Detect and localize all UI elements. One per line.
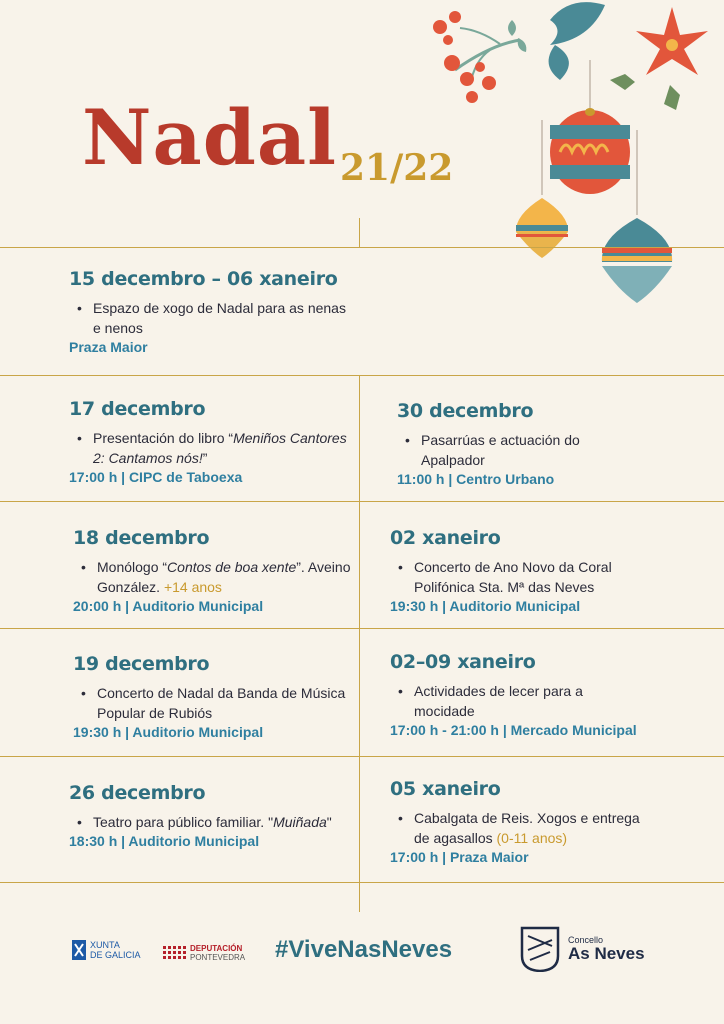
- deputacion-pontevedra-logo: DEPUTACIÓN PONTEVEDRA: [163, 944, 245, 962]
- divider-vertical: [359, 218, 360, 248]
- event-date: 02 xaneiro: [390, 527, 501, 549]
- berry-branch-icon: [433, 11, 526, 103]
- event-description: • Cabalgata de Reis. Xogos e entrega de agasallos (0-11 anos): [398, 808, 643, 848]
- event-card: [390, 527, 710, 614]
- hashtag: #ViveNasNeves: [275, 936, 453, 963]
- event-date: 02–09 xaneiro: [390, 651, 536, 673]
- divider: [0, 501, 724, 502]
- deputacion-emblem-icon: [163, 946, 187, 960]
- leaf-icon: [549, 2, 605, 80]
- event-description: • Actividades de lecer para a mocidade: [398, 681, 628, 721]
- event-card: [390, 778, 710, 865]
- event-info: 18:30 h | Auditorio Municipal: [69, 833, 260, 849]
- event-date: 17 decembro: [69, 398, 206, 420]
- drop-ornament-icon: [516, 198, 568, 258]
- divider: [0, 882, 724, 883]
- xunta-emblem-icon: [72, 940, 86, 960]
- event-date: 19 decembro: [73, 653, 210, 675]
- event-card: [69, 782, 349, 849]
- xunta-de-galicia-logo: XUNTA DE GALICIA: [72, 940, 141, 960]
- divider: [0, 628, 724, 629]
- bauble-ornament-icon: [550, 108, 630, 194]
- event-date: 26 decembro: [69, 782, 206, 804]
- divider: [0, 247, 724, 248]
- event-card: [397, 400, 697, 487]
- divider: [0, 375, 724, 376]
- event-date: 05 xaneiro: [390, 778, 501, 800]
- event-card: [73, 527, 353, 614]
- event-description: • Concerto de Ano Novo da Coral Polifónica Sta. Mª das Neves: [398, 557, 638, 597]
- event-description: • Espazo de xogo de Nadal para as nenas e nenos: [77, 298, 349, 338]
- event-date: 15 decembro – 06 xaneiro: [69, 268, 338, 290]
- event-info: 17:00 h | Praza Maior: [390, 849, 529, 865]
- event-info: 17:00 h | CIPC de Taboexa: [69, 469, 243, 485]
- event-info: 20:00 h | Auditorio Municipal: [73, 598, 264, 614]
- event-info: Praza Maior: [69, 339, 148, 355]
- event-description: • Monólogo “Contos de boa xente”. Aveino González. +14 anos: [81, 557, 353, 597]
- event-card: [73, 653, 353, 740]
- concello-as-neves-logo: Concello As Neves: [520, 926, 645, 972]
- event-card: [390, 651, 710, 738]
- divider-vertical: [359, 375, 360, 912]
- event-info: 19:30 h | Auditorio Municipal: [390, 598, 581, 614]
- divider: [0, 756, 724, 757]
- event-card: [69, 398, 349, 485]
- event-card: [69, 268, 349, 355]
- event-description: • Presentación do libro “Meniños Cantores 2: Cantamos nós!”: [77, 428, 349, 468]
- page-year: 21/22: [340, 147, 454, 189]
- as-neves-emblem-icon: [520, 926, 560, 972]
- event-info: 19:30 h | Auditorio Municipal: [73, 724, 264, 740]
- poinsettia-icon: [636, 7, 708, 75]
- event-description: • Teatro para público familiar. "Muiñada": [77, 812, 349, 832]
- holly-leaf-icon: [610, 74, 680, 110]
- page-title: Nadal: [82, 93, 337, 182]
- event-date: 30 decembro: [397, 400, 534, 422]
- event-date: 18 decembro: [73, 527, 210, 549]
- event-info: 17:00 h - 21:00 h | Mercado Municipal: [390, 722, 637, 738]
- event-description: • Concerto de Nadal da Banda de Música Popular de Rubiós: [81, 683, 353, 723]
- event-info: 11:00 h | Centro Urbano: [397, 471, 555, 487]
- drop-ornament-icon-2: [602, 218, 672, 303]
- event-description: • Pasarrúas e actuación do Apalpador: [405, 430, 615, 470]
